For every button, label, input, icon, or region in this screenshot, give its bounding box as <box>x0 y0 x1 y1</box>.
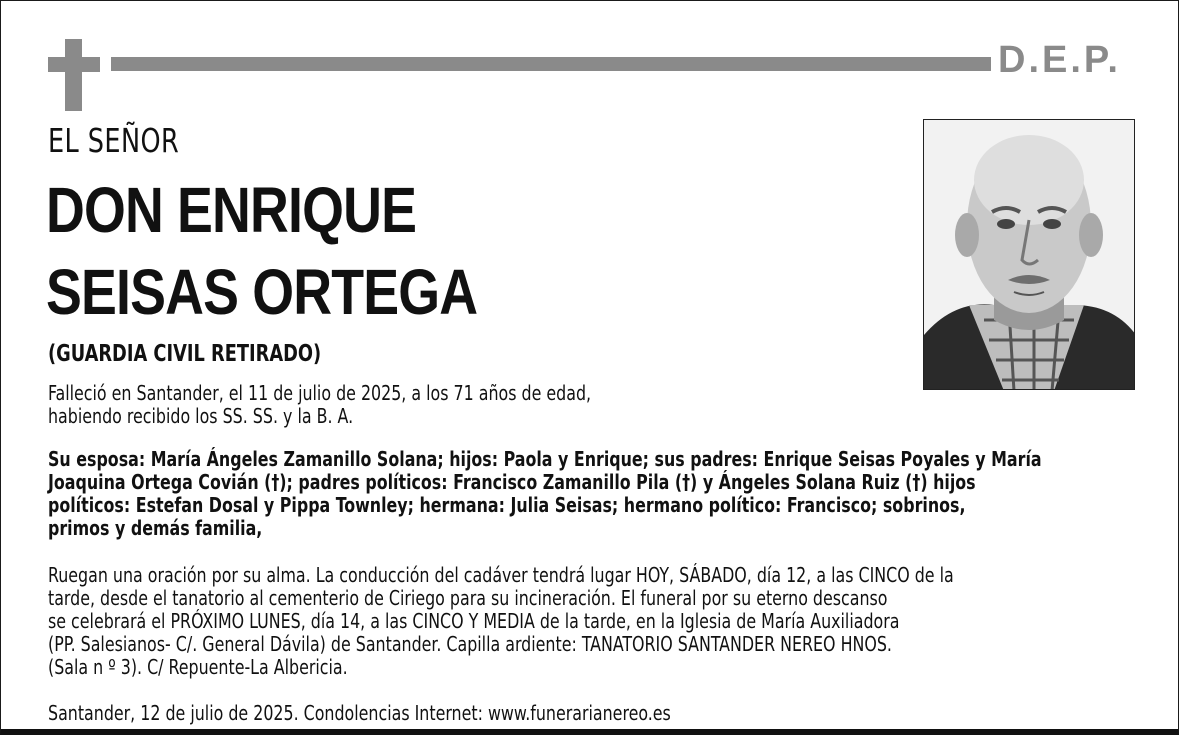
ceremony-line: tarde, desde el tanatorio al cementerio de Ciriego para su incineración. El funeral por su eterno descanso <box>48 586 888 610</box>
footer-line: Santander, 12 de julio de 2025. Condolencias Internet: www.funerarianereo.es <box>48 701 671 725</box>
ceremony-details <box>48 564 954 679</box>
death-notice-line: Falleció en Santander, el 11 de julio de 2025, a los 71 años de edad, <box>48 381 592 405</box>
cross-icon <box>48 39 100 111</box>
ceremony-line: se celebrará el PRÓXIMO LUNES, día 14, a las CINCO Y MEDIA de la tarde, en la Iglesia de María Auxiliadora <box>48 609 900 633</box>
ceremony-line: (PP. Salesianos- C/. General Dávila) de Santander. Capilla ardiente: TANATORIO SANTANDER NEREO HNOS. <box>48 632 892 656</box>
family-line: Su esposa: María Ángeles Zamanillo Solana; hijos: Paola y Enrique; sus padres: Enrique Seisas Poyales y María <box>48 447 1042 471</box>
dep-label: D.E.P. <box>998 39 1121 81</box>
death-notice-line: habiendo recibido los SS. SS. y la B. A. <box>48 404 354 428</box>
occupation: (GUARDIA CIVIL RETIRADO) <box>48 341 322 367</box>
family-line: políticos: Estefan Dosal y Pippa Townley; hermana: Julia Seisas; hermano político: Francisco; sobrinos, <box>48 493 966 517</box>
ceremony-line: Ruegan una oración por su alma. La conducción del cadáver tendrá lugar HOY, SÁBADO, día 12, a las CINCO de la <box>48 563 954 587</box>
honorific: EL SEÑOR <box>48 121 180 160</box>
name-line-2: SEISAS ORTEGA <box>46 256 478 328</box>
death-notice <box>48 382 591 428</box>
family-line: Joaquina Ortega Covián (†); padres políticos: Francisco Zamanillo Pila (†) y Ángeles Solana Ruiz (†) hijos <box>48 470 976 494</box>
family-line: primos y demás familia, <box>48 516 263 540</box>
portrait-photo <box>923 119 1135 390</box>
header-rule <box>111 57 991 71</box>
deceased-name <box>46 169 477 333</box>
name-line-1: DON ENRIQUE <box>46 174 417 246</box>
family-list <box>48 448 1042 540</box>
ceremony-line: (Sala n º 3). C/ Repuente-La Albericia. <box>48 655 348 679</box>
